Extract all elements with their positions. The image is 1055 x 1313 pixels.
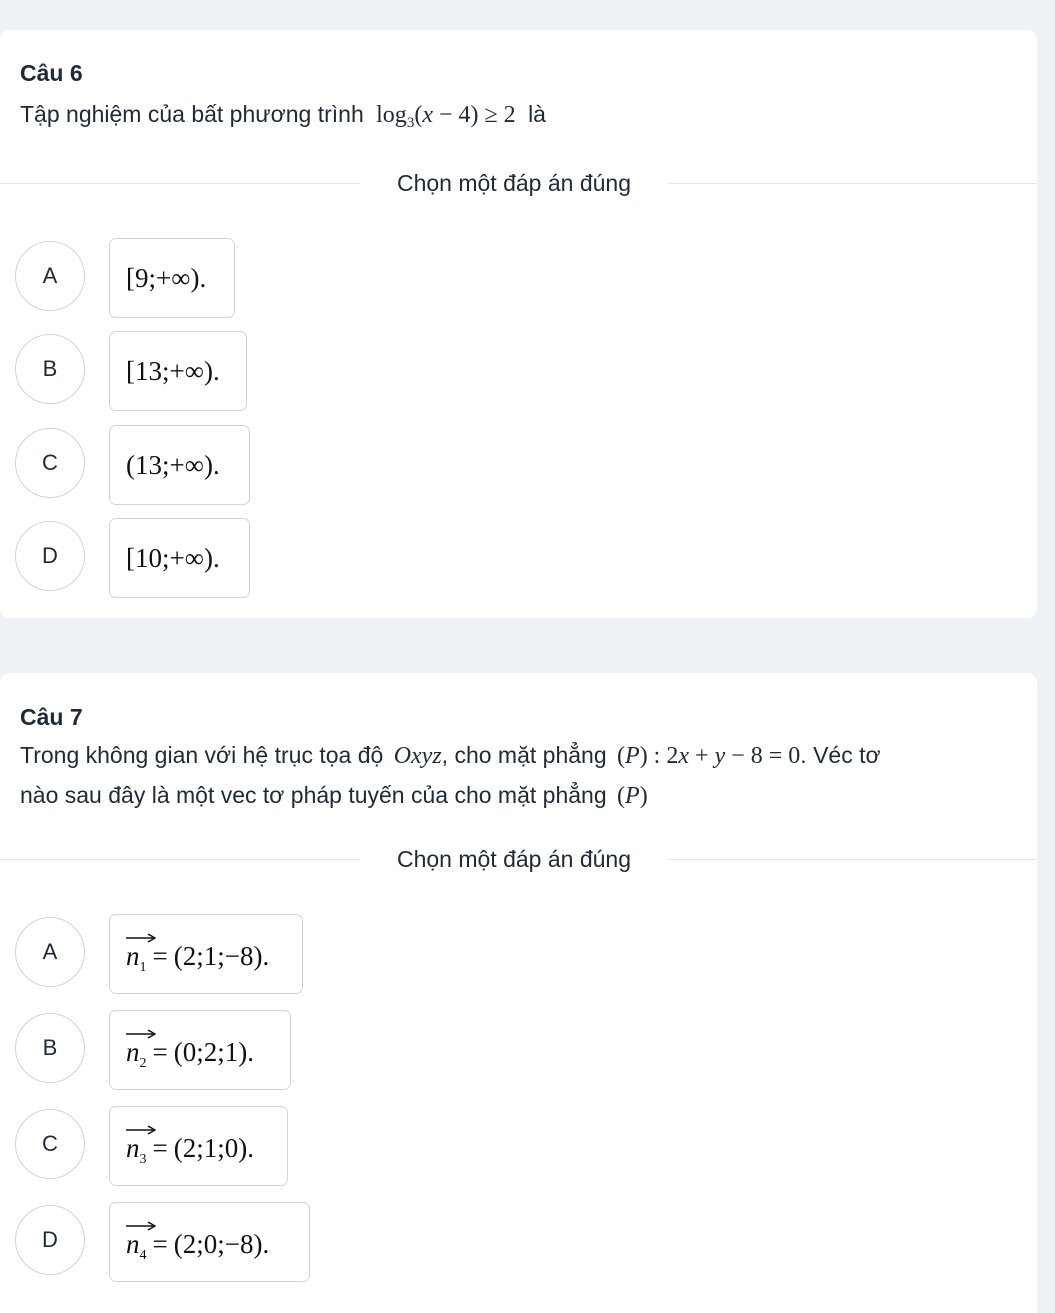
question-text-part: , cho mặt phẳng xyxy=(441,742,607,768)
option-letter[interactable]: D xyxy=(15,521,85,591)
question-text-part: là xyxy=(528,101,546,127)
option-letter[interactable]: D xyxy=(15,1205,85,1275)
answer-box[interactable] xyxy=(109,1106,288,1186)
answer-box[interactable] xyxy=(109,425,250,505)
option-letter[interactable]: B xyxy=(15,334,85,404)
question-math: (P) : 2x + y − 8 = 0 xyxy=(617,743,801,769)
option-letter[interactable]: B xyxy=(15,1013,85,1083)
option-letter[interactable]: C xyxy=(15,428,85,498)
answer-box[interactable] xyxy=(109,914,303,994)
answer-box[interactable] xyxy=(109,238,235,318)
question-text-part: Tập nghiệm của bất phương trình xyxy=(20,101,364,127)
answer-text: [13;+∞). xyxy=(126,355,220,386)
option-letter[interactable]: A xyxy=(15,917,85,987)
question-text-part: Trong không gian với hệ trục tọa độ xyxy=(20,742,384,768)
choose-one-separator xyxy=(0,844,1037,874)
choose-one-label: Chọn một đáp án đúng xyxy=(396,170,631,196)
question-text xyxy=(20,95,997,143)
question-math: $\log_3(x - 4) \ge 2$ xyxy=(376,102,516,131)
answer-box[interactable] xyxy=(109,331,247,411)
answer-text: $n_4$ = (2;0;−8). xyxy=(126,1221,269,1264)
question-math: (P) xyxy=(617,783,648,809)
question-card-6 xyxy=(0,30,1037,618)
question-math: Oxyz xyxy=(393,743,442,769)
choose-one-label: Chọn một đáp án đúng xyxy=(396,846,631,872)
question-text xyxy=(20,736,997,816)
question-title: Câu 7 xyxy=(20,704,83,730)
choose-one-separator xyxy=(0,168,1037,198)
answer-text: $n_3$ = (2;1;0). xyxy=(126,1125,254,1168)
answer-text: (13;+∞). xyxy=(126,449,220,480)
answer-text: [9;+∞). xyxy=(126,262,207,293)
question-text-part: . Véc tơ xyxy=(800,742,881,768)
option-letter[interactable]: C xyxy=(15,1109,85,1179)
answer-box[interactable] xyxy=(109,1202,310,1282)
answer-box[interactable] xyxy=(109,1010,291,1090)
question-card-7 xyxy=(0,673,1037,1313)
answer-text: [10;+∞). xyxy=(126,542,220,573)
question-text-part: nào sau đây là một vec tơ pháp tuyến của cho mặt phẳng xyxy=(20,782,607,808)
question-title: Câu 6 xyxy=(20,60,83,86)
answer-text: $n_1$ = (2;1;−8). xyxy=(126,933,269,976)
answer-text: $n_2$ = (0;2;1). xyxy=(126,1029,254,1072)
answer-box[interactable] xyxy=(109,518,250,598)
option-letter[interactable]: A xyxy=(15,241,85,311)
